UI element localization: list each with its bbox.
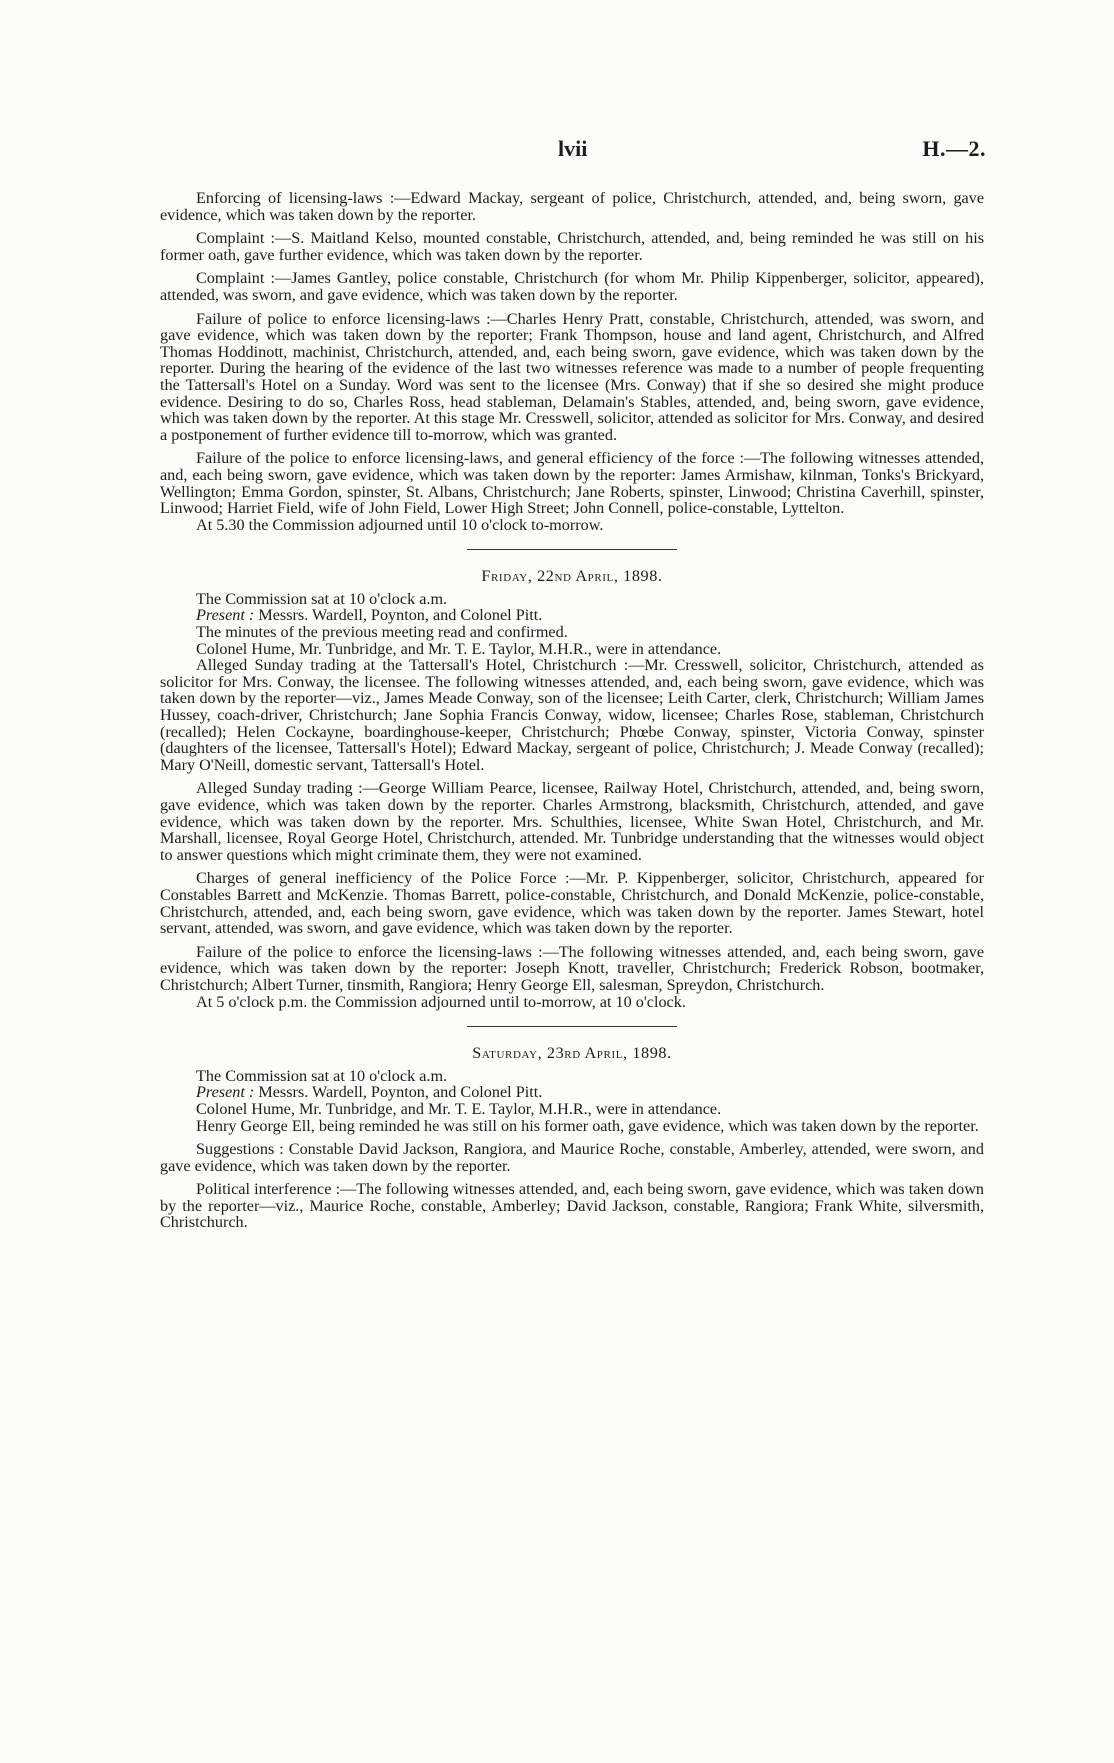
paragraph: Failure of the police to enforce the licensing-laws :—The following witnesses attended, and, each being sworn, gave evidence, which was taken down by the reporter: Joseph Knott, traveller, Christchurch; Frederick Robson, bootmaker, Christchurch; Albert Turner, tinsmith, Rangiora; Henry George Ell, salesman, Spreydon, Christchurch. <box>160 942 984 994</box>
minutes-line: The minutes of the previous meeting read and confirmed. <box>196 623 568 642</box>
present-label: Present : <box>196 606 255 625</box>
sitting-time: The Commission sat at 10 o'clock a.m. <box>196 589 448 608</box>
section-continuation <box>160 190 984 533</box>
paragraph: Henry George Ell, being reminded he was still on his former oath, gave evidence, which was taken down by the reporter. <box>196 1116 979 1135</box>
paragraph: Alleged Sunday trading at the Tattersall's Hotel, Christchurch :—Mr. Cresswell, solicitor, Christchurch, attended as solicitor for Mrs. Conway, the licensee. The following witnesses attended, and, each being sworn, gave evidence, which was taken down by the reporter—viz., James Meade Conway, son of the licensee; Leith Carter, clerk, Christchurch; William James Hussey, coach-driver, Christchurch; Jane Sophia Francis Conway, widow, licensee; Charles Rose, stableman, Christchurch (recalled); Helen Cockayne, boardinghouse-keeper, Christchurch; Phœbe Conway, spinster, Victoria Conway, spinster (daughters of the licensee, Tattersall's Hotel); Edward Mackay, sergeant of police, Christchurch; J. Meade Conway (recalled); Mary O'Neill, domestic servant, Tattersall's Hotel. <box>160 656 984 774</box>
paragraph: Complaint :—James Gantley, police constable, Christchurch (for whom Mr. Philip Kippenberger, solicitor, appeared), attended, was sworn, and gave evidence, which was taken down by the reporter. <box>160 269 984 304</box>
present-line <box>160 607 984 624</box>
paragraph: Suggestions : Constable David Jackson, Rangiora, and Maurice Roche, constable, Amberley, attended, were sworn, and gave evidence, which was taken down by the reporter. <box>160 1140 984 1175</box>
page-number: lvii <box>558 136 588 161</box>
adjournment-note: At 5 o'clock p.m. the Commission adjourned until to-morrow, at 10 o'clock. <box>196 992 686 1011</box>
document-code: H.—2. <box>922 136 986 161</box>
section-date: Saturday, 23rd April, 1898. <box>472 1044 672 1063</box>
document-body <box>160 190 984 1238</box>
paragraph: Charges of general inefficiency of the Police Force :—Mr. P. Kippenberger, solicitor, Christchurch, appeared for Constables Barrett and McKenzie. Thomas Barrett, police-constable, Christchurch, and Donald McKenzie, police-constable, Christchurch, attended, and, each being sworn, gave evidence, which was taken down by the reporter. James Stewart, hotel servant, attended, was sworn, and gave evidence, which was taken down by the reporter. <box>160 869 984 938</box>
present-members: Messrs. Wardell, Poynton, and Colonel Pitt. <box>254 1083 543 1102</box>
section-divider <box>467 1026 677 1027</box>
paragraph: Enforcing of licensing-laws :—Edward Mackay, sergeant of police, Christchurch, attended, and, being sworn, gave evidence, which was taken down by the reporter. <box>160 189 984 224</box>
paragraph: Complaint :—S. Maitland Kelso, mounted constable, Christchurch, attended, and, being reminded he was still on his former oath, gave further evidence, which was taken down by the reporter. <box>160 229 984 264</box>
present-line <box>160 1084 984 1101</box>
page-header <box>0 136 1114 170</box>
present-members: Messrs. Wardell, Poynton, and Colonel Pitt. <box>254 606 543 625</box>
attendance-line: Colonel Hume, Mr. Tunbridge, and Mr. T. E. Taylor, M.H.R., were in attendance. <box>196 639 722 658</box>
section-date: Friday, 22nd April, 1898. <box>481 567 663 586</box>
section-divider <box>467 549 677 550</box>
paragraph: Political interference :—The following witnesses attended, and, each being sworn, gave evidence, which was taken down by the reporter—viz., Maurice Roche, constable, Amberley; David Jackson, constable, Rangiora; Frank White, silversmith, Christchurch. <box>160 1180 984 1232</box>
present-label: Present : <box>196 1083 255 1102</box>
adjournment-note: At 5.30 the Commission adjourned until 10 o'clock to-morrow. <box>196 515 604 534</box>
section-friday <box>160 568 984 1010</box>
paragraph: Failure of the police to enforce licensing-laws, and general efficiency of the force :—The following witnesses attended, and, each being sworn, gave evidence, which was taken down by the reporter: James Armishaw, kilnman, Tonks's Brickyard, Wellington; Emma Gordon, spinster, St. Albans, Christchurch; Jane Roberts, spinster, Linwood; Christina Caverhill, spinster, Linwood; Harriet Field, wife of John Field, Lower High Street; John Connell, police-constable, Lyttelton. <box>160 449 984 518</box>
section-saturday <box>160 1045 984 1231</box>
sitting-time: The Commission sat at 10 o'clock a.m. <box>196 1066 448 1085</box>
attendance-line: Colonel Hume, Mr. Tunbridge, and Mr. T. E. Taylor, M.H.R., were in attendance. <box>196 1099 722 1118</box>
paragraph: Alleged Sunday trading :—George William Pearce, licensee, Railway Hotel, Christchurch, attended, and, being sworn, gave evidence, which was taken down by the reporter. Charles Armstrong, blacksmith, Christchurch, attended, and gave evidence, which was taken down by the reporter. Mrs. Schulthies, licensee, White Swan Hotel, Christchurch, and Mr. Marshall, licensee, Royal George Hotel, Christchurch, attended. Mr. Tunbridge understanding that the witnesses would object to answer questions which might criminate them, they were not examined. <box>160 779 984 864</box>
paragraph: Failure of police to enforce licensing-laws :—Charles Henry Pratt, constable, Christchurch, attended, was sworn, and gave evidence, which was taken down by the reporter; Frank Thompson, house and land agent, Christchurch, and Alfred Thomas Hoddinott, machinist, Christchurch, attended, and, each being sworn, gave evidence, which was taken down by the reporter. During the hearing of the evidence of the last two witnesses reference was made to a number of people frequenting the Tattersall's Hotel on a Sunday. Word was sent to the licensee (Mrs. Conway) that if she so desired she might produce evidence. Desiring to do so, Charles Ross, head stableman, Delamain's Stables, attended, and, being sworn, gave evidence, which was taken down by the reporter. At this stage Mr. Cresswell, solicitor, attended as solicitor for Mrs. Conway, and desired a postponement of further evidence till to-morrow, which was granted. <box>160 309 984 444</box>
